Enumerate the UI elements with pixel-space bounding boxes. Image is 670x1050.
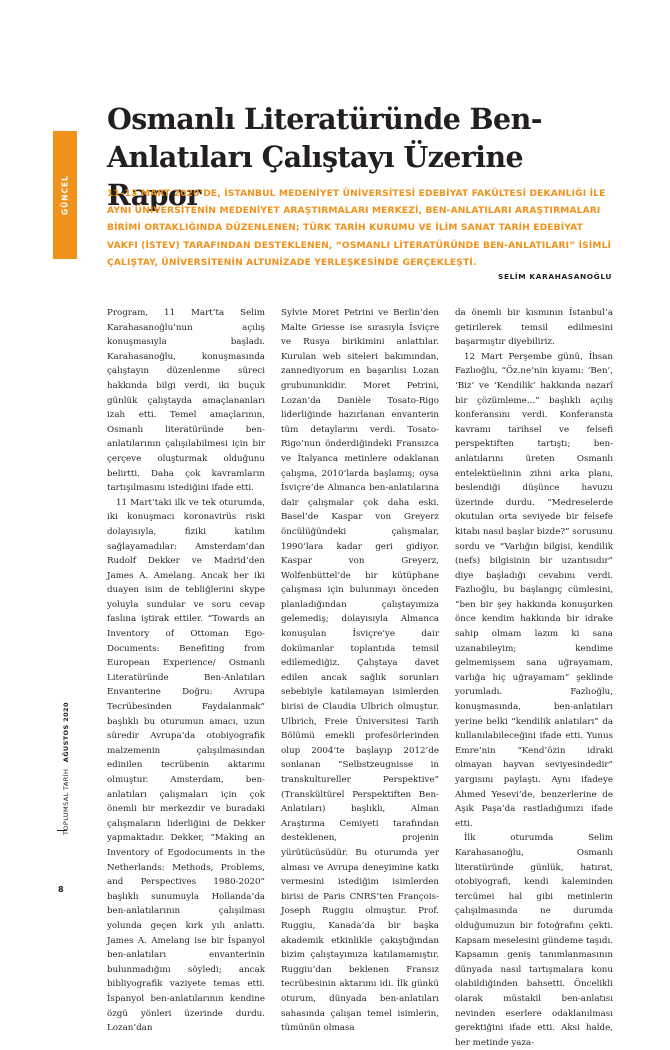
footer-running-head — [62, 702, 70, 835]
paragraph: 12 Mart Perşembe günü, İhsan Fazlıoğlu, “Öz.ne’nin kıyamı: ‘Ben’, ‘Biz’ ve ‘Kendilik’ hakkında nazarî bir çözümleme...” başlıklı açılış konferansını verdi. Konferansta kavramı tarihsel ve felsefi perspektiften tartıştı; ben-anlatılarını üreten Osmanlı entelektüelinin zihni arka planı, beslendiği düşünce havuzu üzerinde durdu. “Medreselerde okutulan orta seviyede bir felsefe kitabı nasıl başlar bizde?” sorusunu sordu ve “Varlığın bilgisi, kendilik (nefs) bilgisinin bir uzantısıdır” diye başladığı cevabını verdi. Fazlıoğlu, bu başlangıç cümlesini, “ben bir şey hakkında konuşurken önce kendim hakkında bir idrake sahip olmam lazım ki sana uzanabileyim; kendime gelmemişsem sana uğrayamam, varlığa hiç uğrayamam” şeklinde yorumladı. Fazlıoğlu, konuşmasında, ben-anlatıları yerine belki “kendilik anlatıları” da kullanılabileceğini ifade etti. Yunus Emre’nin “Kend’özin idraki olmayan hayvan seviyesindedir” yargısını paylaştı. Aynı ifadeye Ahmed Yesevi’de, benzerlerine de Aşık Paşa’da rastladığımızı ifade etti. — [455, 351, 613, 829]
body-column-1 — [107, 306, 265, 1034]
paragraph: Sylvie Moret Petrini ve Berlin’den Malte Griesse ise sırasıyla İsviçre ve Rusya birikimini anlattılar. Kurulan web siteleri bakımından, zannediyorum en başarılısı Lozan grubununkidir. Moret Petrini, Lozan’da Danièle Tosato-Rigo liderliğinde hazırlanan envanterin tüm detaylarını verdi. Tosato-Rigo’nun önderdiğindeki Fransızca ve İtalyanca metinlere odaklanan çalışma, 2010’larda başlamış; oysa İsviçre’de Almanca ben-anlatılarına dair çalışmalar çok daha eski. Basel’de Kaspar von Greyerz öncülüğündeki çalışmalar, 1990’lara kadar geri gidiyor. Kaspar von Greyerz, Wolfenbüttel’de bir kütüphane çalışması için bulunmayı önceden planladığından çalıştayımıza gelemediş; dolayısıyla Almanca konuşulan İsviçre’ye dair dokümanlar toplantıda temsil edilemediğiz. Çalıştaya davet edilen ancak sağlık sorunları sebebiyle katılamayan isimlerden birisi de Claudia Ulbrich olmuştur. Ulbrich, Freie Üniversitesi Tarih Bölümü emekli profesörlerinden olup 2004’te başlayıp 2012’de sonlanan “Selbstzeugnisse in transkultureller Perspektive” (Transkültürel Perspektiften Ben-Anlatıları) başlıklı, Alman Araştırma Cemiyeti tarafından desteklenen, projenin yürütücüsüdür. Bu oturumda yer alması ve Avrupa deneyimine katkı vermesini istediğim isimlerden birisi de Paris CNRS’ten François-Joseph Ruggiu olmuştur. Prof. Ruggiu, Kanada’da bir başka akademik etkinlikle çakıştığından bizim çalıştayımıza katılamamıştır. Ruggiu’dan beklenen Fransız tecrübesinin aktarımı idi. İlk günkü oturum, dünyada ben-anlatıları sahasında çalışan temel isimlerin, tümünün olmasa — [281, 308, 439, 1034]
paragraph: 11 Mart’taki ilk ve tek oturumda, iki konuşmacı koronavirüs riski dolayısıyla, fiziki katılım sağlayamadılar: Amsterdam’dan Rudolf Dekker ve Madrid’den James A. Amelang. Ancak her iki duayen isim de tebliğlerini skype yoluyla sundular ve soru cevap faslına iştirak ettiler. “Towards an Inventory of Ottoman Ego-Documents: Benefiting from European Experience/ Osmanlı Literatüründe Ben-Anlatıları Envanterine Doğru: Avrupa Tecrübesinden Faydalanmak” başlıklı bu oturumun amacı, uzun süredir Avrupa’da otobiyografik malzemenin çalışılmasından edinilen tecrübenin aktarımı olmuştur. Amsterdam, ben-anlatıları çalışmaları için çok önemli bir merkezdir ve buradaki çalışmaların liderliğini de Dekker yapmaktadır. Dekker, “Making an Inventory of Egodocuments in the Netherlands: Methods, Problems, and Perspectives 1980-2020” başlıklı sunumuyla Hollanda’da ben-anlatılarının çalışılması yolunda geçen kırk yılı anlattı. James A. Amelang ise bir İspanyol ben-anlatıları envanterinin bulunmadığını söyledi; ancak bibliyografik vaziyete temas etti. İspanyol ben-anlatılarının kendine özgü yönleri üzerinde durdu. Lozan’dan — [107, 497, 265, 1034]
paragraph: Program, 11 Mart’ta Selim Karahasanoğlu’nun açılış konuşmasıyla başladı. Karahasanoğlu, konuşmasında çalıştayın düzenlenme süreci hakkında bilgi verdi, iki buçuk günlük çalıştayda amaçlananları izah etti. Temel amaçlarının, Osmanlı literatüründe ben-anlatılarının çalışılabilmesi için bir çerçeve oluşturmak olduğunu belirtti. Daha çok kavramların tartışılmasını istediğini ifade etti. — [107, 308, 265, 494]
article-body — [107, 306, 613, 1048]
magazine-name: TOPLUMSAL TARİH — [62, 768, 70, 835]
article-title: Osmanlı Literatüründe Ben-Anlatıları Çalıştayı Üzerine Rapor — [107, 102, 542, 212]
issue-date: AĞUSTOS 2020 — [62, 702, 70, 763]
paragraph: İlk oturumda Selim Karahasanoğlu, Osmanlı literatüründe günlük, hatırat, otobiyografi, kendi kaleminden tercümei hal gibi metinlerin çalışılmasında ne durumda olduğumuzun bir fotoğrafını çekti. Kapsam meselesini gündeme taşıdı. Kapsamın geniş tanımlanmasının dünyada nasıl tartışmalara konu olabildiğinden bahsetti. Öncelikli olarak müstakil ben-anlatısı nevinden eserlere odaklanılması gerektiğini ifade etti. Aksi halde, her metinde yaza- — [455, 833, 613, 1048]
article-lead: 11–13 MART 2020’DE, İSTANBUL MEDENİYET ÜNİVERSİTESİ EDEBİYAT FAKÜLTESİ DEKANLIĞI İLE AYNI ÜNİVERSİTENİN MEDENİYET ARAŞTIRMALARI MERKEZİ, BEN-ANLATILARI ARAŞTIRMALARI BİRİMİ ORTAKLIĞINDA DÜZENLENEN; TÜRK TARİH KURUMU VE İLİM SANAT TARİH EDEBİYAT VAKFI (İSTEV) TARAFINDAN DESTEKLENEN, “OSMANLI LİTERATÜRÜNDE BEN-ANLATILARI” İSİMLİ ÇALIŞTAY, ÜNİVERSİTENİN ALTUNİZADE YERLEŞKESİNDE GERÇEKLEŞTİ. — [107, 189, 612, 268]
section-label: GÜNCEL — [60, 175, 70, 215]
article-author: SELİM KARAHASANOĞLU — [498, 272, 612, 281]
page-number: 8 — [58, 885, 64, 894]
paragraph: da önemli bir kısmının İstanbul’a getirilerek temsil edilmesini başarmıştır diyebiliriz. — [455, 308, 613, 348]
body-column-2 — [281, 306, 439, 1034]
body-column-3 — [455, 306, 613, 1048]
section-tab — [53, 131, 77, 259]
